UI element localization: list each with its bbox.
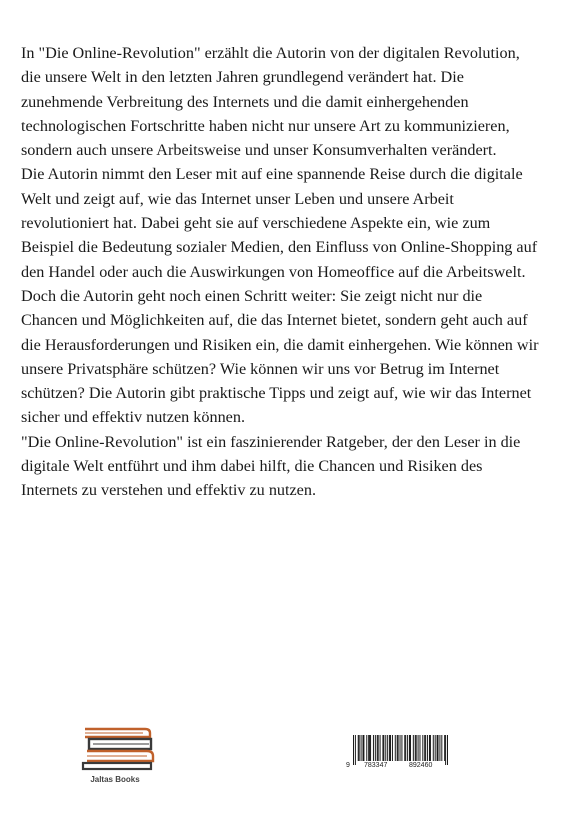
- barcode-bar: [355, 735, 356, 765]
- barcode-bar: [435, 735, 436, 761]
- barcode-bar: [429, 735, 430, 761]
- barcode-bar: [373, 735, 374, 761]
- barcode-bar: [437, 735, 438, 761]
- barcode-bar: [433, 735, 434, 761]
- barcode-bar: [445, 735, 446, 765]
- barcode-bar: [385, 735, 386, 761]
- stacked-books-icon: [77, 723, 157, 773]
- barcode-bar: [382, 735, 383, 761]
- barcode-bar: [380, 735, 381, 761]
- barcode-bar: [425, 735, 426, 761]
- barcode-bar: [395, 735, 396, 761]
- barcode-bar: [359, 735, 360, 761]
- barcode-bar: [439, 735, 440, 761]
- blurb-paragraph: Doch die Autorin geht noch einen Schritt weiter: Sie zeigt nicht nur die Chancen und Möglichkeiten auf, die das Internet bietet, sondern geht auch auf die Herausforderungen und Risiken ein, die damit einhergehen. Wie können wir unsere Privatsphäre schützen? Wie können wir uns vor Betrug im Internet schützen? Die Autorin gibt praktische Tipps und zeigt auf, wie wir das Internet sicher und effektiv nutzen können.: [21, 286, 539, 427]
- barcode-bar: [400, 735, 401, 761]
- barcode-bar: [405, 735, 406, 761]
- barcode-bar: [430, 735, 431, 761]
- barcode-bar: [369, 735, 370, 761]
- barcode-bar: [370, 735, 371, 761]
- blurb-paragraph: "Die Online-Revolution" ist ein faszinierender Ratgeber, der den Leser in die digitale Welt entführt und ihm dabei hilft, die Chancen und Risiken des Internets zu verstehen und effektiv zu nutzen.: [21, 432, 521, 500]
- barcode-bar: [378, 735, 379, 761]
- barcode-bar: [410, 735, 411, 761]
- barcode-bar: [444, 735, 445, 761]
- barcode-bar: [447, 735, 448, 765]
- barcode-bar: [420, 735, 421, 761]
- barcode-bar: [363, 735, 364, 761]
- isbn-right-group: 892460: [409, 762, 433, 769]
- barcode-bar: [363, 735, 364, 761]
- barcode-bar: [416, 735, 417, 761]
- barcode-bar: [387, 735, 388, 761]
- publisher-logo: [72, 723, 162, 793]
- barcode-bar: [397, 735, 398, 761]
- barcode-bar: [353, 735, 354, 765]
- book-blurb: [21, 41, 541, 503]
- barcode-bar: [413, 735, 414, 761]
- barcode-bar: [392, 735, 393, 761]
- barcode-bar: [441, 735, 442, 761]
- isbn-prefix-digit: 9: [346, 762, 350, 769]
- barcode-bar: [407, 735, 408, 761]
- barcode-bar: [389, 735, 390, 761]
- barcode-bar: [404, 735, 405, 761]
- isbn-left-group: 783347: [364, 762, 388, 769]
- barcode-bar: [383, 735, 384, 761]
- barcode-bar: [427, 735, 428, 761]
- barcode-bar: [358, 735, 359, 761]
- blurb-paragraph: Die Autorin nimmt den Leser mit auf eine spannende Reise durch die digitale Welt und zeigt auf, wie das Internet unser Leben und unsere Arbeit revolutioniert hat. Dabei geht sie auf verschiedene Aspekte ein, wie zum Beispiel die Bedeutung sozialer Medien, den Einfluss von Online-Shopping auf den Handel oder auch die Auswirkungen von Homeoffice auf die Arbeitswelt.: [21, 165, 538, 281]
- barcode-bar: [418, 735, 419, 761]
- barcode-bar: [438, 735, 439, 761]
- isbn-barcode: [345, 735, 451, 775]
- barcode-bar: [409, 735, 410, 761]
- barcode-bar: [366, 735, 367, 761]
- barcode-bar: [375, 735, 376, 761]
- barcode-bar: [368, 735, 369, 761]
- barcode-bar: [401, 735, 402, 761]
- barcode-bar: [390, 735, 391, 761]
- barcode-bars: [345, 735, 451, 765]
- blurb-paragraph: In "Die Online-Revolution" erzählt die Autorin von der digitalen Revolution, die unsere Welt in den letzten Jahren grundlegend verändert hat. Die zunehmende Verbreitung des Internets und die damit einhergehenden technologischen Fortschritte haben nicht nur unsere Art zu kommunizieren, sondern auch unsere Arbeitsweise und unser Konsumverhalten verändert.: [21, 44, 520, 160]
- publisher-name: Jaltas Books: [90, 775, 140, 784]
- barcode-bar: [415, 735, 416, 761]
- barcode-bar: [422, 735, 423, 761]
- barcode-bar: [361, 735, 362, 761]
- barcode-bar: [398, 735, 399, 761]
- barcode-bar: [424, 735, 425, 761]
- book-base: [83, 763, 151, 769]
- barcode-bar: [377, 735, 378, 761]
